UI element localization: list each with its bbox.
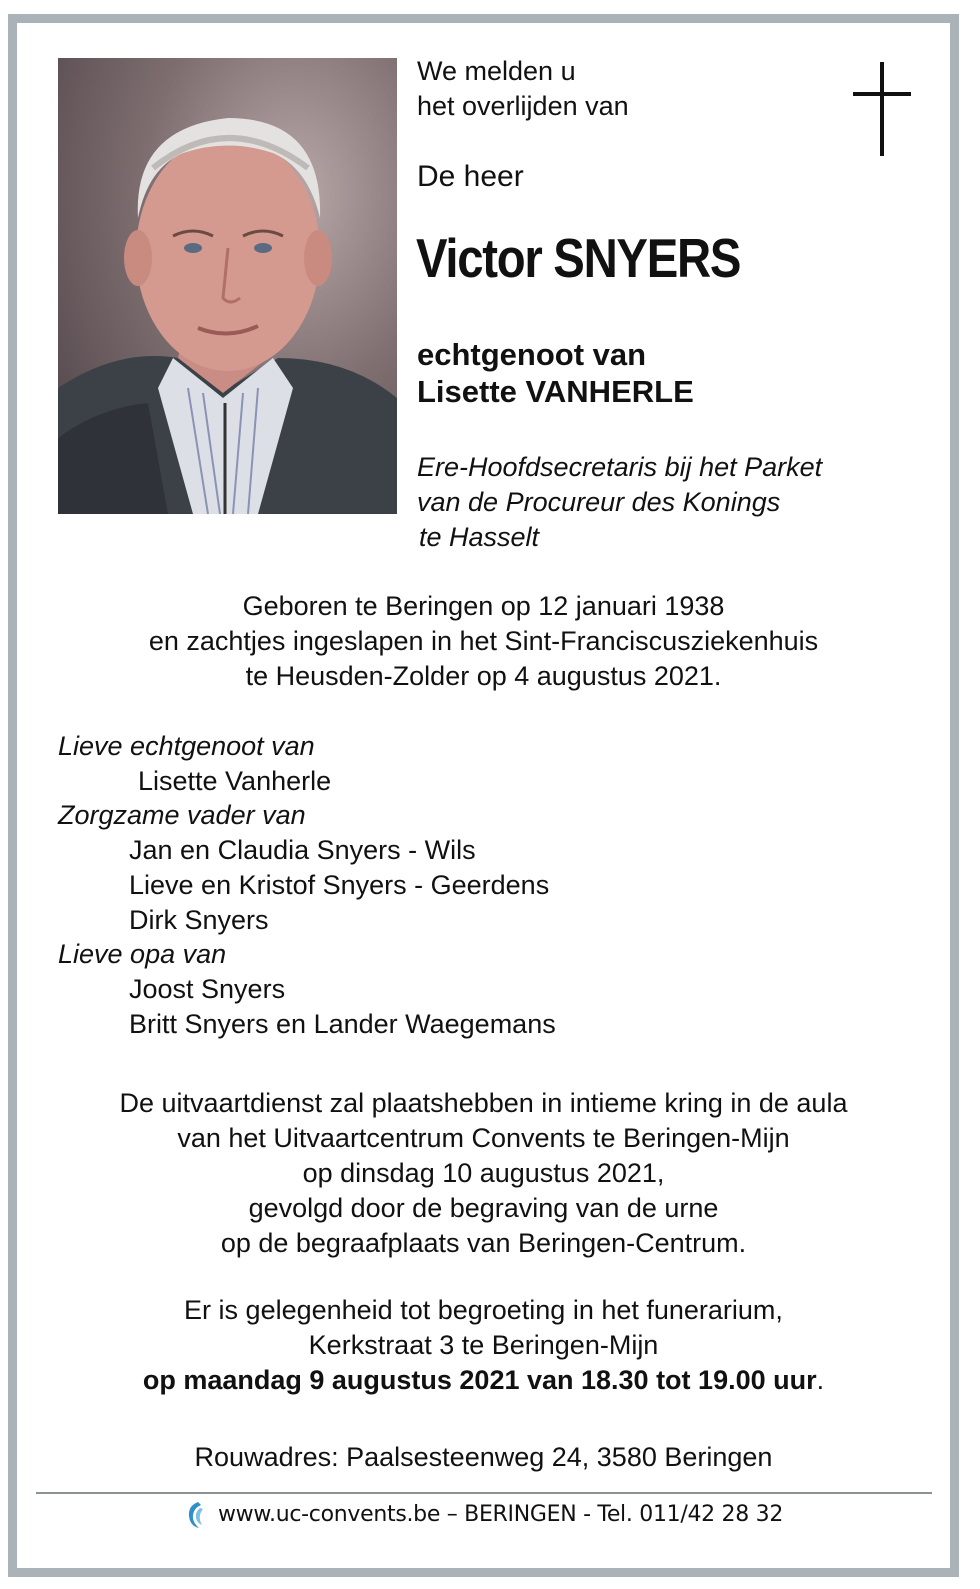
deceased-name: Victor SNYERS [416, 227, 741, 289]
function-line: te Hasselt [419, 522, 540, 552]
family-member: Britt Snyers en Lander Waegemans [129, 1008, 556, 1039]
family-member: Lisette Vanherle [138, 765, 332, 796]
spouse-line: echtgenoot van [417, 337, 647, 372]
visitation-time: op maandag 9 augustus 2021 van 18.30 tot 19.00 uur [142, 1365, 817, 1395]
funeral-home-logo-icon [184, 1500, 206, 1530]
footer [0, 1500, 967, 1530]
footer-divider [36, 1492, 932, 1494]
intro-line: het overlijden van [417, 91, 629, 121]
honorific: De heer [417, 160, 524, 193]
family-member: Jan en Claudia Snyers - Wils [129, 835, 476, 866]
birth-line: te Heusden-Zolder op 4 augustus 2021. [245, 661, 722, 691]
funeral-line: op de begraafplaats van Beringen-Centrum. [220, 1228, 747, 1258]
funeral-line: op dinsdag 10 augustus 2021, [302, 1158, 665, 1188]
birth-line: en zachtjes ingeslapen in het Sint-Franciscusziekenhuis [148, 626, 819, 656]
family-member: Dirk Snyers [129, 904, 269, 935]
visitation-block [0, 1293, 967, 1398]
mourning-address: Rouwadres: Paalsesteenweg 24, 3580 Beringen [194, 1442, 773, 1472]
family-member: Lieve en Kristof Snyers - Geerdens [129, 869, 550, 900]
portrait-photo [58, 58, 397, 514]
funeral-line: van het Uitvaartcentrum Convents te Beringen-Mijn [177, 1123, 790, 1153]
visitation-line: Er is gelegenheid tot begroeting in het funerarium, [184, 1295, 783, 1325]
visitation-period: . [816, 1365, 825, 1395]
family-block [58, 729, 556, 1041]
birth-line: Geboren te Beringen op 12 januari 1938 [242, 591, 725, 621]
visitation-line-bold [0, 1363, 967, 1398]
funeral-block [0, 1086, 967, 1261]
cross-icon [853, 62, 911, 156]
relation-heading: Lieve opa van [58, 939, 227, 970]
birth-block [0, 589, 967, 694]
funeral-line: De uitvaartdienst zal plaatshebben in intieme kring in de aula [119, 1088, 848, 1118]
intro-line: We melden u [417, 56, 576, 86]
function-block [417, 450, 822, 555]
funeral-line: gevolgd door de begraving van de urne [248, 1193, 719, 1223]
relation-heading: Zorgzame vader van [58, 800, 306, 831]
function-line: Ere-Hoofdsecretaris bij het Parket [417, 452, 823, 482]
footer-contact: www.uc-convents.be – BERINGEN - Tel. 011/42 28 32 [217, 1502, 784, 1527]
spouse-name: Lisette VANHERLE [417, 374, 694, 409]
intro-text [417, 54, 629, 124]
spouse-block [417, 336, 694, 410]
relation-heading: Lieve echtgenoot van [58, 731, 315, 761]
visitation-line: Kerkstraat 3 te Beringen-Mijn [308, 1330, 659, 1360]
portrait-illustration [58, 58, 397, 514]
function-line: van de Procureur des Konings [417, 487, 781, 517]
family-member: Joost Snyers [129, 973, 286, 1004]
